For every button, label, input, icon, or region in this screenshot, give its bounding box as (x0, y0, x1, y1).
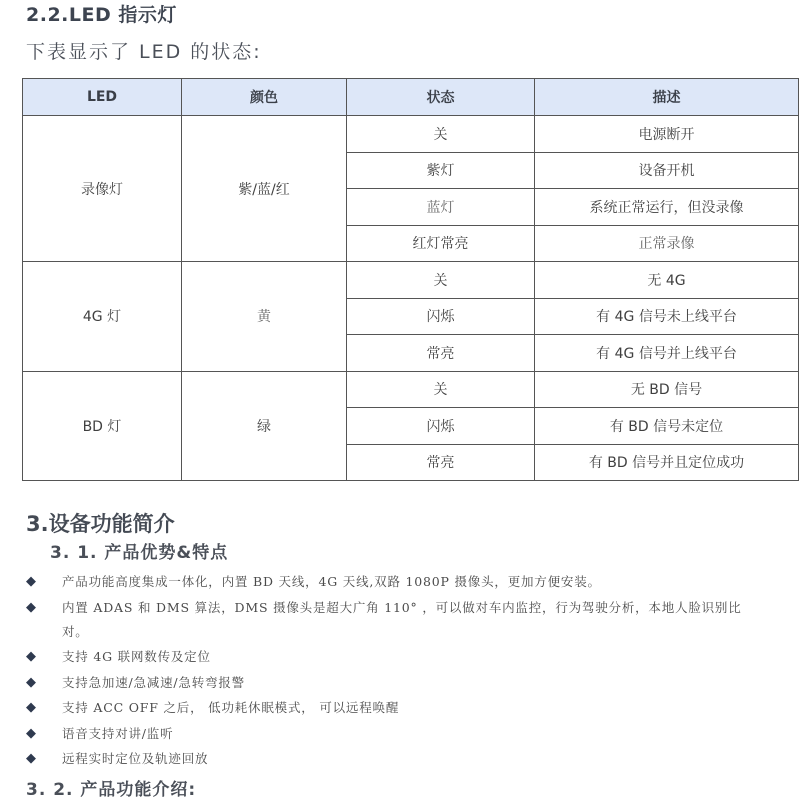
led-status-table (22, 78, 799, 481)
table-row (23, 371, 799, 408)
description-cell: 有 4G 信号未上线平台 (535, 298, 799, 335)
feature-text: 语音支持对讲/监听 (62, 725, 174, 741)
header-state: 状态 (347, 79, 535, 116)
feature-text: 支持急加速/急减速/急转弯报警 (62, 674, 245, 690)
led-name-cell: 4G 灯 (23, 262, 182, 372)
description-cell: 有 4G 信号并上线平台 (535, 335, 799, 372)
state-cell: 闪烁 (347, 408, 535, 445)
section-3-1-title: 3. 1. 产品优势&特点 (50, 543, 229, 563)
state-cell: 红灯常亮 (347, 225, 535, 262)
state-cell: 闪烁 (347, 298, 535, 335)
description-cell: 设备开机 (535, 152, 799, 189)
state-cell: 紫灯 (347, 152, 535, 189)
list-item (0, 696, 800, 720)
feature-text: 支持 ACC OFF 之后， 低功耗休眠模式， 可以远程唤醒 (62, 700, 400, 715)
section-3-2-title: 3. 2. 产品功能介绍: (26, 780, 197, 800)
feature-text: 产品功能高度集成一体化，内置 BD 天线，4G 天线,双路 1080P 摄像头，更加方便安装。 (62, 574, 601, 589)
diamond-bullet-icon: ◆ (26, 574, 36, 589)
led-color-cell: 黄 (182, 262, 347, 372)
section-3-title: 3.设备功能简介 (26, 512, 175, 536)
feature-text: 内置 ADAS 和 DMS 算法，DMS 摄像头是超大广角 110° ，可以做对车内监控，行为驾驶分析，本地人脸识别比对。 (62, 599, 742, 639)
description-cell: 电源断开 (535, 116, 799, 153)
diamond-bullet-icon: ◆ (26, 599, 36, 615)
led-color-cell: 紫/蓝/红 (182, 116, 347, 262)
description-cell: 有 BD 信号未定位 (535, 408, 799, 445)
list-item (0, 722, 800, 746)
state-cell: 关 (347, 116, 535, 153)
state-cell: 常亮 (347, 335, 535, 372)
table-row (23, 116, 799, 153)
header-description: 描述 (535, 79, 799, 116)
diamond-bullet-icon: ◆ (26, 700, 36, 715)
feature-list (0, 570, 800, 773)
diamond-bullet-icon: ◆ (26, 725, 36, 741)
list-item (0, 747, 800, 771)
led-table-intro: 下表显示了 LED 的状态: (26, 41, 262, 63)
description-cell: 系统正常运行，但没录像 (535, 189, 799, 226)
header-color: 颜色 (182, 79, 347, 116)
state-cell: 常亮 (347, 444, 535, 481)
description-cell: 正常录像 (535, 225, 799, 262)
feature-text: 远程实时定位及轨迹回放 (62, 751, 209, 766)
list-item (0, 570, 800, 594)
list-item (0, 671, 800, 695)
header-led: LED (23, 79, 182, 116)
state-cell: 关 (347, 371, 535, 408)
list-item (0, 645, 800, 669)
description-cell: 有 BD 信号并且定位成功 (535, 444, 799, 481)
led-name-cell: BD 灯 (23, 371, 182, 481)
table-header-row (23, 79, 799, 116)
feature-text: 支持 4G 联网数传及定位 (62, 649, 211, 664)
led-name-cell: 录像灯 (23, 116, 182, 262)
state-cell: 关 (347, 262, 535, 299)
description-cell: 无 4G (535, 262, 799, 299)
section-2-2-title: 2.2.LED 指示灯 (26, 4, 177, 26)
diamond-bullet-icon: ◆ (26, 751, 36, 766)
diamond-bullet-icon: ◆ (26, 674, 36, 690)
list-item (0, 596, 800, 644)
state-cell: 蓝灯 (347, 189, 535, 226)
diamond-bullet-icon: ◆ (26, 649, 36, 664)
led-color-cell: 绿 (182, 371, 347, 481)
description-cell: 无 BD 信号 (535, 371, 799, 408)
table-row (23, 262, 799, 299)
